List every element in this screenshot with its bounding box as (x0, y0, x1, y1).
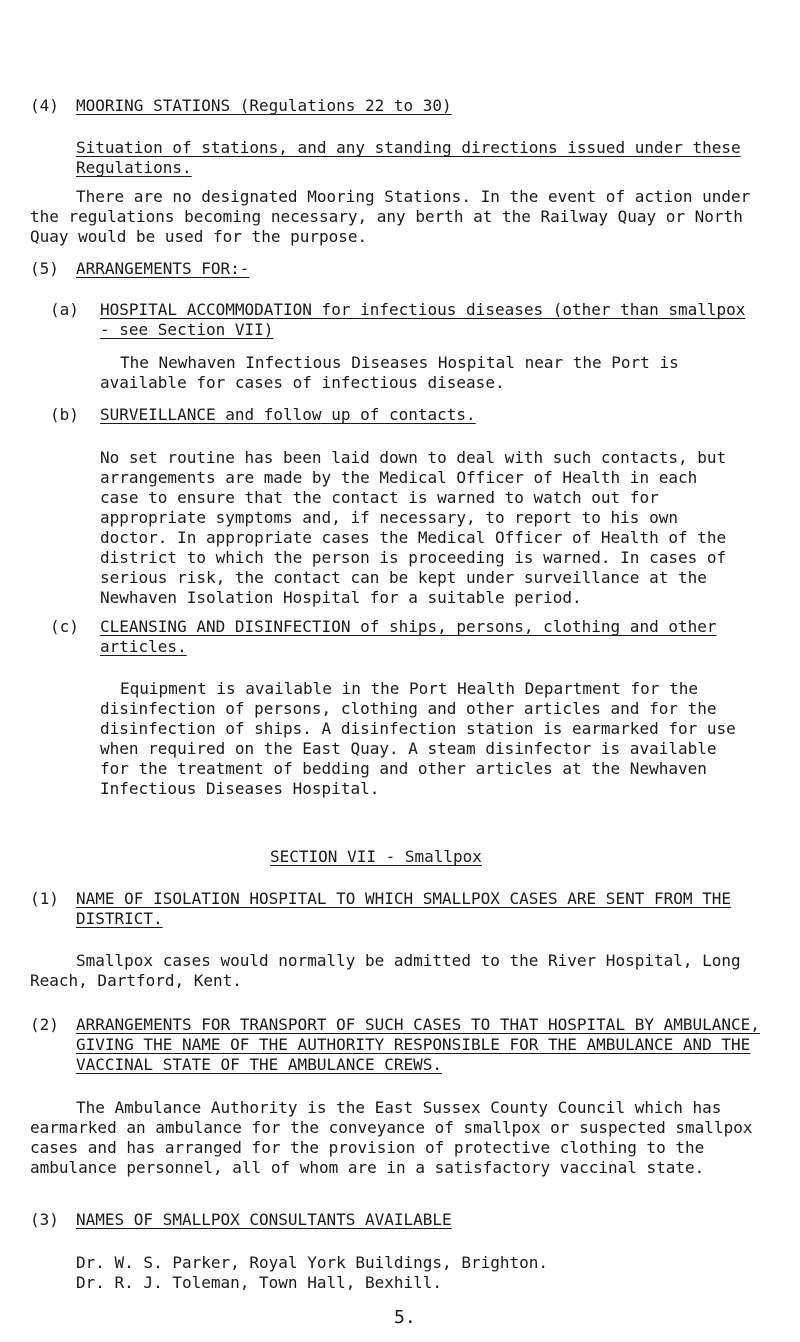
item-c-heading: CLEANSING AND DISINFECTION of ships, persons, clothing and other articles. (100, 617, 717, 656)
section-7-item-3-number: (3) (30, 1210, 59, 1229)
section-5-number: (5) (30, 259, 59, 278)
section-7-item-2-text: The Ambulance Authority is the East Sussex County Council which has earmarked an ambulance for the conveyance of smallpox or suspected smallpox cases and has arranged for the provision of protective clothing to the ambulance personnel, all of whom are in a satisfactory vaccinal state. (30, 1098, 753, 1177)
item-b-text: No set routine has been laid down to deal with such contacts, but arrangements are made by the Medical Officer of Health in each case to ensure that the contact is warned to watch out for appropriate symptoms and, if necessary, to report to his own doctor. In appropriate cases the Medical Officer of Health of the district to which the person is proceeding is warned. In cases of serious risk, the contact can be kept under surveillance at the Newhaven Isolation Hospital for a suitable period. (100, 448, 727, 607)
page-number: 5. (394, 1307, 416, 1328)
section-7-title: SECTION VII - Smallpox (270, 847, 482, 866)
section-7-item-2-number: (2) (30, 1015, 59, 1034)
consultant-entry: Dr. W. S. Parker, Royal York Buildings, Brighton. (76, 1253, 549, 1272)
section-7-item-1-text: Smallpox cases would normally be admitted to the River Hospital, Long Reach, Dartford, Kent. (30, 951, 741, 990)
section-7-item-3-heading: NAMES OF SMALLPOX CONSULTANTS AVAILABLE (76, 1210, 452, 1229)
section-4-heading: MOORING STATIONS (Regulations 22 to 30) (76, 96, 452, 115)
section-4-number: (4) (30, 96, 59, 115)
item-c-text: Equipment is available in the Port Health Department for the disinfection of persons, clothing and other articles and for the disinfection of ships. A disinfection station is earmarked for use when required on the East Quay. A steam disinfector is available for the treatment of bedding and other articles at the Newhaven Infectious Diseases Hospital. (100, 679, 736, 798)
section-4-text: There are no designated Mooring Stations. In the event of action under the regulations becoming necessary, any berth at the Railway Quay or North Quay would be used for the purpose. (30, 187, 751, 246)
section-7-item-1-heading: NAME OF ISOLATION HOSPITAL TO WHICH SMALLPOX CASES ARE SENT FROM THE DISTRICT. (76, 889, 732, 928)
consultant-entry: Dr. R. J. Toleman, Town Hall, Bexhill. (76, 1273, 443, 1292)
section-4-subheading: Situation of stations, and any standing directions issued under these Regulations. (76, 138, 741, 177)
item-c-label: (c) (50, 617, 79, 636)
item-a-heading: HOSPITAL ACCOMMODATION for infectious diseases (other than smallpox - see Section VII) (100, 300, 746, 339)
item-a-text: The Newhaven Infectious Diseases Hospital near the Port is available for cases of infectious disease. (100, 353, 679, 392)
consultant-list (76, 1253, 786, 1293)
item-a-label: (a) (50, 300, 79, 319)
item-b-label: (b) (50, 405, 79, 424)
section-5-heading: ARRANGEMENTS FOR:- (76, 259, 250, 278)
section-7-item-1-number: (1) (30, 889, 59, 908)
item-b-heading: SURVEILLANCE and follow up of contacts. (100, 405, 476, 424)
section-7-item-2-heading: ARRANGEMENTS FOR TRANSPORT OF SUCH CASES TO THAT HOSPITAL BY AMBULANCE, GIVING THE NAME OF THE AUTHORITY RESPONSIBLE FOR THE AMBULANCE AND THE VACCINAL STATE OF THE AMBULANCE CREWS. (76, 1015, 760, 1074)
